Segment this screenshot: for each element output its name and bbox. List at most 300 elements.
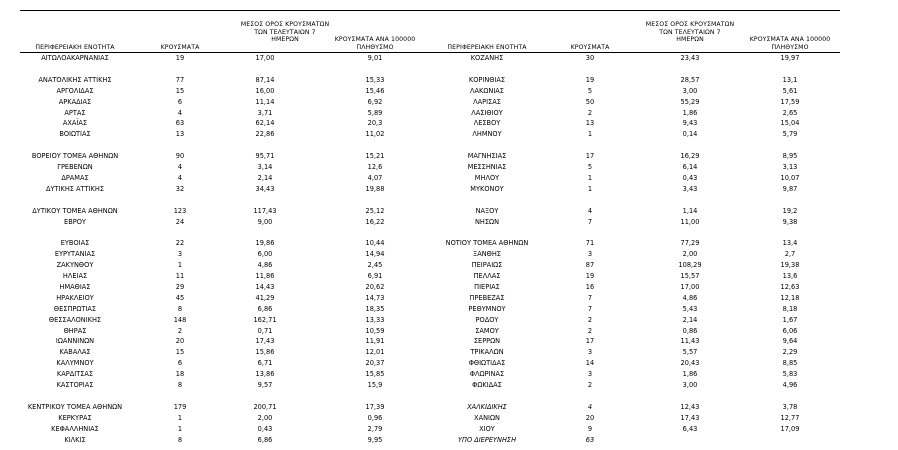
- left-per100k-cell: 14,94: [365, 250, 385, 259]
- left-region-cell: ΑΝΑΤΟΛΙΚΗΣ ΑΤΤΙΚΗΣ: [38, 75, 112, 84]
- table-row: [0, 162, 898, 172]
- table-row: [0, 380, 898, 390]
- left-per100k-cell: 10,44: [365, 239, 385, 248]
- right-cases-cell: 9: [587, 424, 593, 433]
- right-region-cell: ΜΑΓΝΗΣΙΑΣ: [467, 152, 507, 161]
- right-avg7-cell: 20,43: [680, 359, 700, 368]
- right-avg7-cell: 1,86: [682, 108, 698, 117]
- left-region-cell: ΔΥΤΙΚΗΣ ΑΤΤΙΚΗΣ: [45, 184, 104, 193]
- right-cases-cell: 1: [587, 130, 593, 139]
- header-per100k-line1: ΚΡΟΥΣΜΑΤΑ ΑΝΑ 100000: [334, 36, 416, 43]
- right-region-cell: ΝΗΣΩΝ: [474, 217, 500, 226]
- left-cases-cell: 18: [175, 370, 185, 379]
- left-cases-cell: 77: [175, 75, 185, 84]
- top-rule: [20, 10, 840, 11]
- right-per100k-cell: 1,67: [782, 315, 798, 324]
- header-region-left: ΠΕΡΙΦΕΡΕΙΑΚΗ ΕΝΟΤΗΤΑ: [35, 44, 115, 51]
- left-per100k-cell: 11,91: [365, 337, 385, 346]
- left-cases-cell: 148: [173, 315, 187, 324]
- right-region-cell: ΥΠΟ ΔΙΕΡΕΥΝΗΣΗ: [457, 435, 517, 444]
- left-region-cell: ΚΑΒΑΛΑΣ: [59, 348, 91, 357]
- right-per100k-cell: 19,38: [780, 261, 800, 270]
- right-avg7-cell: 4,86: [682, 293, 698, 302]
- table-row: [0, 108, 898, 118]
- table-row: [0, 227, 898, 237]
- left-avg7-cell: 62,14: [255, 119, 275, 128]
- header-avg-right: [635, 21, 745, 44]
- right-region-cell: ΣΑΜΟΥ: [475, 326, 499, 335]
- right-region-cell: ΦΛΩΡΙΝΑΣ: [469, 370, 505, 379]
- right-region-cell: ΠΡΕΒΕΖΑΣ: [469, 293, 505, 302]
- left-cases-cell: 8: [177, 304, 183, 313]
- left-per100k-cell: 5,89: [367, 108, 383, 117]
- header-avg-line2: ΤΩΝ ΤΕΛΕΥΤΑΙΩΝ 7: [659, 28, 721, 36]
- right-cases-cell: 14: [585, 359, 595, 368]
- left-cases-cell: 13: [175, 130, 185, 139]
- left-region-cell: ΘΗΡΑΣ: [63, 326, 87, 335]
- right-avg7-cell: 6,43: [682, 424, 698, 433]
- left-per100k-cell: 13,33: [365, 315, 385, 324]
- right-region-cell: ΛΕΣΒΟΥ: [473, 119, 501, 128]
- right-per100k-cell: 5,83: [782, 370, 798, 379]
- left-avg7-cell: 6,86: [257, 435, 273, 444]
- header-per100k-line2: ΠΛΗΘΥΣΜΟ: [356, 43, 394, 51]
- left-cases-cell: 1: [177, 413, 183, 422]
- left-region-cell: ΑΡΚΑΔΙΑΣ: [58, 97, 92, 106]
- right-avg7-cell: 12,43: [680, 402, 700, 411]
- right-avg7-cell: 11,43: [680, 337, 700, 346]
- table-row: [0, 413, 898, 423]
- left-region-cell: ΗΜΑΘΙΑΣ: [59, 282, 91, 291]
- left-avg7-cell: 3,14: [257, 163, 273, 171]
- left-cases-cell: 15: [175, 348, 185, 357]
- left-per100k-cell: 17,39: [365, 402, 385, 411]
- left-avg7-cell: 15,86: [255, 348, 275, 357]
- right-cases-cell: 1: [587, 173, 593, 182]
- right-avg7-cell: 17,43: [680, 413, 700, 422]
- left-avg7-cell: 0,71: [257, 326, 273, 335]
- right-per100k-cell: 10,07: [780, 173, 800, 182]
- left-per100k-cell: 11,02: [365, 130, 385, 139]
- right-cases-cell: 3: [587, 250, 593, 259]
- right-per100k-cell: 13,4: [782, 239, 798, 248]
- left-cases-cell: 32: [175, 184, 185, 193]
- left-per100k-cell: 12,01: [365, 348, 385, 357]
- left-region-cell: ΑΡΓΟΛΙΔΑΣ: [56, 86, 94, 95]
- left-per100k-cell: 15,46: [365, 86, 385, 95]
- table-row: [0, 206, 898, 216]
- right-cases-cell: 17: [585, 337, 595, 346]
- left-region-cell: ΓΡΕΒΕΝΩΝ: [57, 163, 93, 171]
- left-per100k-cell: 15,9: [367, 381, 383, 389]
- right-region-cell: ΠΕΙΡΑΙΩΣ: [471, 261, 503, 270]
- right-avg7-cell: 6,14: [682, 163, 698, 171]
- right-cases-cell: 19: [585, 75, 595, 84]
- left-per100k-cell: 15,33: [365, 75, 385, 84]
- right-per100k-cell: 19,2: [782, 206, 798, 215]
- right-per100k-cell: 8,18: [782, 304, 798, 313]
- right-per100k-cell: 6,06: [782, 326, 798, 335]
- left-per100k-cell: 4,07: [367, 173, 383, 182]
- left-avg7-cell: 162,71: [253, 315, 277, 324]
- right-cases-cell: 4: [587, 206, 593, 215]
- left-avg7-cell: 22,86: [255, 130, 275, 139]
- right-region-cell: ΝΟΤΙΟΥ ΤΟΜΕΑ ΑΘΗΝΩΝ: [445, 239, 529, 248]
- table-row: [0, 217, 898, 227]
- left-region-cell: ΚΕΡΚΥΡΑΣ: [58, 413, 92, 422]
- right-avg7-cell: 77,29: [680, 239, 700, 248]
- left-per100k-cell: 25,12: [365, 206, 385, 215]
- left-avg7-cell: 2,14: [257, 173, 273, 182]
- table-row: [0, 129, 898, 139]
- left-per100k-cell: 15,21: [365, 152, 385, 161]
- left-cases-cell: 4: [177, 108, 183, 117]
- right-per100k-cell: 9,87: [782, 184, 798, 193]
- right-cases-cell: 20: [585, 413, 595, 422]
- table-row: [0, 304, 898, 314]
- left-region-cell: ΑΡΤΑΣ: [64, 108, 86, 117]
- right-cases-cell: 7: [587, 293, 593, 302]
- left-cases-cell: 6: [177, 359, 183, 368]
- left-per100k-cell: 6,92: [367, 97, 383, 106]
- right-per100k-cell: 13,6: [782, 272, 798, 280]
- right-avg7-cell: 28,57: [680, 75, 700, 84]
- left-avg7-cell: 11,14: [255, 97, 275, 106]
- right-region-cell: ΦΘΙΩΤΙΔΑΣ: [468, 359, 506, 368]
- left-per100k-cell: 9,95: [367, 435, 383, 444]
- left-region-cell: ΒΟΙΩΤΙΑΣ: [59, 130, 91, 139]
- left-cases-cell: 15: [175, 86, 185, 95]
- right-per100k-cell: 13,1: [782, 75, 798, 84]
- left-cases-cell: 3: [177, 250, 183, 259]
- right-region-cell: ΦΩΚΙΔΑΣ: [472, 381, 502, 389]
- left-cases-cell: 11: [175, 272, 185, 280]
- right-per100k-cell: 15,04: [780, 119, 800, 128]
- right-region-cell: ΞΑΝΘΗΣ: [473, 250, 501, 259]
- left-avg7-cell: 34,43: [255, 184, 275, 193]
- right-per100k-cell: 12,77: [780, 413, 800, 422]
- right-cases-cell: 5: [587, 86, 593, 95]
- left-region-cell: ΖΑΚΥΝΘΟΥ: [56, 261, 94, 270]
- left-avg7-cell: 6,86: [257, 304, 273, 313]
- right-per100k-cell: 2,65: [782, 108, 798, 117]
- right-per100k-cell: 9,38: [782, 217, 798, 226]
- left-per100k-cell: 9,01: [367, 54, 383, 62]
- right-per100k-cell: 17,59: [780, 97, 800, 106]
- left-region-cell: ΚΑΣΤΟΡΙΑΣ: [56, 381, 94, 389]
- left-avg7-cell: 13,86: [255, 370, 275, 379]
- left-avg7-cell: 9,00: [257, 217, 273, 226]
- right-cases-cell: 7: [587, 304, 593, 313]
- left-cases-cell: 63: [175, 119, 185, 128]
- right-avg7-cell: 0,14: [682, 130, 698, 139]
- table-row: [0, 326, 898, 336]
- left-avg7-cell: 6,71: [257, 359, 273, 368]
- right-cases-cell: 2: [587, 108, 593, 117]
- left-region-cell: ΗΛΕΙΑΣ: [62, 272, 88, 280]
- right-region-cell: ΣΕΡΡΩΝ: [473, 337, 501, 346]
- left-per100k-cell: 12,6: [367, 163, 383, 171]
- table-row: [0, 260, 898, 270]
- right-per100k-cell: 2,7: [784, 250, 796, 259]
- right-region-cell: ΧΑΛΚΙΔΙΚΗΣ: [467, 402, 507, 411]
- right-avg7-cell: 15,57: [680, 272, 700, 280]
- left-region-cell: ΕΒΡΟΥ: [64, 217, 86, 226]
- right-cases-cell: 2: [587, 315, 593, 324]
- left-region-cell: ΑΧΑΪΑΣ: [62, 119, 88, 128]
- left-per100k-cell: 20,62: [365, 282, 385, 291]
- right-avg7-cell: 23,43: [680, 54, 700, 62]
- right-avg7-cell: 3,43: [682, 184, 698, 193]
- table-row: [0, 195, 898, 205]
- left-region-cell: ΘΕΣΠΡΩΤΙΑΣ: [53, 304, 97, 313]
- right-region-cell: ΜΗΛΟΥ: [474, 173, 500, 182]
- left-per100k-cell: 20,37: [365, 359, 385, 368]
- left-avg7-cell: 3,71: [257, 108, 273, 117]
- right-cases-cell: 4: [587, 402, 593, 411]
- header-avg-line2: ΤΩΝ ΤΕΛΕΥΤΑΙΩΝ 7: [254, 28, 316, 36]
- left-region-cell: ΘΕΣΣΑΛΟΝΙΚΗΣ: [48, 315, 102, 324]
- table-row: [0, 86, 898, 96]
- right-per100k-cell: 9,64: [782, 337, 798, 346]
- left-region-cell: ΒΟΡΕΙΟΥ ΤΟΜΕΑ ΑΘΗΝΩΝ: [31, 152, 119, 161]
- right-cases-cell: 17: [585, 152, 595, 161]
- right-cases-cell: 13: [585, 119, 595, 128]
- right-avg7-cell: 3,00: [682, 381, 698, 389]
- right-region-cell: ΛΑΣΙΘΙΟΥ: [471, 108, 503, 117]
- right-avg7-cell: 2,14: [682, 315, 698, 324]
- left-avg7-cell: 17,43: [255, 337, 275, 346]
- right-avg7-cell: 9,43: [682, 119, 698, 128]
- right-cases-cell: 2: [587, 326, 593, 335]
- right-region-cell: ΡΟΔΟΥ: [475, 315, 499, 324]
- left-cases-cell: 2: [177, 326, 183, 335]
- right-avg7-cell: 11,00: [680, 217, 700, 226]
- right-cases-cell: 71: [585, 239, 595, 248]
- left-cases-cell: 123: [173, 206, 187, 215]
- header-per100k-right: [735, 36, 845, 51]
- table-row: [0, 424, 898, 434]
- right-per100k-cell: 12,18: [780, 293, 800, 302]
- left-region-cell: ΚΑΡΔΙΤΣΑΣ: [56, 370, 94, 379]
- right-avg7-cell: 1,14: [682, 206, 698, 215]
- left-avg7-cell: 16,00: [255, 86, 275, 95]
- right-region-cell: ΠΙΕΡΙΑΣ: [474, 282, 500, 291]
- right-region-cell: ΝΑΞΟΥ: [475, 206, 499, 215]
- left-cases-cell: 8: [177, 435, 183, 444]
- right-per100k-cell: 5,61: [782, 86, 798, 95]
- right-cases-cell: 16: [585, 282, 595, 291]
- left-avg7-cell: 0,43: [257, 424, 273, 433]
- right-region-cell: ΚΟΖΑΝΗΣ: [470, 54, 504, 62]
- left-per100k-cell: 10,59: [365, 326, 385, 335]
- right-cases-cell: 3: [587, 348, 593, 357]
- table-row: [0, 151, 898, 161]
- right-avg7-cell: 0,86: [682, 326, 698, 335]
- left-per100k-cell: 16,22: [365, 217, 385, 226]
- header-avg-line1: ΜΕΣΟΣ ΟΡΟΣ ΚΡΟΥΣΜΑΤΩΝ: [240, 21, 330, 28]
- right-region-cell: ΡΕΘΥΜΝΟΥ: [468, 304, 506, 313]
- header-region-right: ΠΕΡΙΦΕΡΕΙΑΚΗ ΕΝΟΤΗΤΑ: [447, 44, 527, 51]
- left-region-cell: ΔΥΤΙΚΟΥ ΤΟΜΕΑ ΑΘΗΝΩΝ: [32, 206, 118, 215]
- right-avg7-cell: 1,86: [682, 370, 698, 379]
- table-row: [0, 369, 898, 379]
- left-cases-cell: 6: [177, 97, 183, 106]
- right-avg7-cell: 108,29: [678, 261, 702, 270]
- left-avg7-cell: 95,71: [255, 152, 275, 161]
- header-cases-right: ΚΡΟΥΣΜΑΤΑ: [570, 44, 610, 51]
- left-cases-cell: 22: [175, 239, 185, 248]
- left-avg7-cell: 6,00: [257, 250, 273, 259]
- left-avg7-cell: 200,71: [253, 402, 277, 411]
- right-avg7-cell: 0,43: [682, 173, 698, 182]
- right-cases-cell: 87: [585, 261, 595, 270]
- right-cases-cell: 5: [587, 163, 593, 171]
- table-row: [0, 238, 898, 248]
- table-row: [0, 97, 898, 107]
- right-per100k-cell: 3,78: [782, 402, 798, 411]
- right-per100k-cell: 8,85: [782, 359, 798, 368]
- left-avg7-cell: 4,86: [257, 261, 273, 270]
- left-avg7-cell: 11,86: [255, 272, 275, 280]
- table-row: [0, 140, 898, 150]
- left-avg7-cell: 117,43: [253, 206, 277, 215]
- left-cases-cell: 1: [177, 424, 183, 433]
- left-per100k-cell: 18,35: [365, 304, 385, 313]
- left-cases-cell: 4: [177, 173, 183, 182]
- left-region-cell: ΗΡΑΚΛΕΙΟΥ: [56, 293, 94, 302]
- left-region-cell: ΚΙΛΚΙΣ: [64, 435, 86, 444]
- left-per100k-cell: 14,73: [365, 293, 385, 302]
- table-row: [0, 271, 898, 281]
- left-avg7-cell: 9,57: [257, 381, 273, 389]
- left-cases-cell: 1: [177, 261, 183, 270]
- left-avg7-cell: 17,00: [255, 54, 275, 62]
- left-cases-cell: 24: [175, 217, 185, 226]
- right-region-cell: ΜΕΣΣΗΝΙΑΣ: [467, 163, 507, 171]
- left-avg7-cell: 14,43: [255, 282, 275, 291]
- right-avg7-cell: 5,43: [682, 304, 698, 313]
- right-avg7-cell: 55,29: [680, 97, 700, 106]
- right-per100k-cell: 4,96: [782, 381, 798, 389]
- header-avg-left: [230, 21, 340, 44]
- left-cases-cell: 20: [175, 337, 185, 346]
- table-row: [0, 315, 898, 325]
- right-avg7-cell: 5,57: [682, 348, 698, 357]
- left-cases-cell: 19: [175, 54, 185, 62]
- right-avg7-cell: 17,00: [680, 282, 700, 291]
- right-region-cell: ΚΟΡΙΝΘΙΑΣ: [468, 75, 506, 84]
- table-row: [0, 282, 898, 292]
- right-avg7-cell: 16,29: [680, 152, 700, 161]
- left-per100k-cell: 19,88: [365, 184, 385, 193]
- header-per100k-line2: ΠΛΗΘΥΣΜΟ: [771, 43, 809, 51]
- header-avg-line1: ΜΕΣΟΣ ΟΡΟΣ ΚΡΟΥΣΜΑΤΩΝ: [645, 21, 735, 28]
- right-cases-cell: 7: [587, 217, 593, 226]
- right-cases-cell: 2: [587, 381, 593, 389]
- right-cases-cell: 63: [585, 435, 595, 444]
- right-region-cell: ΧΙΟΥ: [479, 424, 495, 433]
- table-row: [0, 173, 898, 183]
- table-row: [0, 184, 898, 194]
- left-per100k-cell: 2,45: [367, 261, 383, 270]
- left-cases-cell: 45: [175, 293, 185, 302]
- table-row: [0, 75, 898, 85]
- left-avg7-cell: 2,00: [257, 413, 273, 422]
- left-per100k-cell: 20,3: [367, 119, 383, 128]
- table-row: [0, 358, 898, 368]
- left-cases-cell: 179: [173, 402, 187, 411]
- left-region-cell: ΔΡΑΜΑΣ: [61, 173, 89, 182]
- right-per100k-cell: 12,63: [780, 282, 800, 291]
- right-region-cell: ΜΥΚΟΝΟΥ: [470, 184, 504, 193]
- right-per100k-cell: 5,79: [782, 130, 798, 139]
- right-per100k-cell: 8,95: [782, 152, 798, 161]
- left-per100k-cell: 2,79: [367, 424, 383, 433]
- table-row: [0, 118, 898, 128]
- right-region-cell: ΛΗΜΝΟΥ: [472, 130, 502, 139]
- left-per100k-cell: 15,85: [365, 370, 385, 379]
- header-avg-line3: ΗΜΕΡΩΝ: [676, 36, 704, 44]
- right-per100k-cell: 2,29: [782, 348, 798, 357]
- right-cases-cell: 30: [585, 54, 595, 62]
- left-region-cell: ΕΥΒΟΙΑΣ: [60, 239, 90, 248]
- left-cases-cell: 8: [177, 381, 183, 389]
- right-cases-cell: 19: [585, 272, 595, 280]
- table-row: [0, 336, 898, 346]
- right-region-cell: ΠΕΛΛΑΣ: [473, 272, 501, 280]
- table-row: [0, 435, 898, 445]
- header-avg-line3: ΗΜΕΡΩΝ: [271, 36, 299, 44]
- left-cases-cell: 4: [177, 163, 183, 171]
- right-avg7-cell: 2,00: [682, 250, 698, 259]
- right-cases-cell: 3: [587, 370, 593, 379]
- table-row: [0, 347, 898, 357]
- table-row: [0, 391, 898, 401]
- left-region-cell: ΙΩΑΝΝΙΝΩΝ: [55, 337, 95, 346]
- left-cases-cell: 90: [175, 152, 185, 161]
- right-region-cell: ΛΑΚΩΝΙΑΣ: [470, 86, 504, 95]
- right-region-cell: ΧΑΝΙΩΝ: [474, 413, 500, 422]
- right-per100k-cell: 19,97: [780, 54, 800, 62]
- table-row: [0, 402, 898, 412]
- right-cases-cell: 50: [585, 97, 595, 106]
- left-region-cell: ΕΥΡΥΤΑΝΙΑΣ: [54, 250, 96, 259]
- table-row: [0, 64, 898, 74]
- table-row: [0, 249, 898, 259]
- right-cases-cell: 1: [587, 184, 593, 193]
- right-region-cell: ΤΡΙΚΑΛΩΝ: [470, 348, 504, 357]
- left-avg7-cell: 19,86: [255, 239, 275, 248]
- left-per100k-cell: 0,96: [367, 413, 383, 422]
- left-region-cell: ΑΙΤΩΛΟΑΚΑΡΝΑΝΙΑΣ: [41, 54, 109, 62]
- left-region-cell: ΚΕΝΤΡΙΚΟΥ ΤΟΜΕΑ ΑΘΗΝΩΝ: [27, 402, 123, 411]
- table-row: [0, 293, 898, 303]
- left-cases-cell: 29: [175, 282, 185, 291]
- right-per100k-cell: 3,13: [782, 163, 798, 171]
- left-region-cell: ΚΑΛΥΜΝΟΥ: [56, 359, 94, 368]
- right-per100k-cell: 17,09: [780, 424, 800, 433]
- left-per100k-cell: 6,91: [367, 272, 383, 280]
- right-avg7-cell: 3,00: [682, 86, 698, 95]
- table-row: [0, 53, 898, 63]
- left-region-cell: ΚΕΦΑΛΛΗΝΙΑΣ: [51, 424, 99, 433]
- header-cases-left: ΚΡΟΥΣΜΑΤΑ: [160, 44, 200, 51]
- header-per100k-line1: ΚΡΟΥΣΜΑΤΑ ΑΝΑ 100000: [749, 36, 831, 43]
- right-region-cell: ΛΑΡΙΣΑΣ: [473, 97, 501, 106]
- header-per100k-left: [325, 36, 425, 51]
- left-avg7-cell: 41,29: [255, 293, 275, 302]
